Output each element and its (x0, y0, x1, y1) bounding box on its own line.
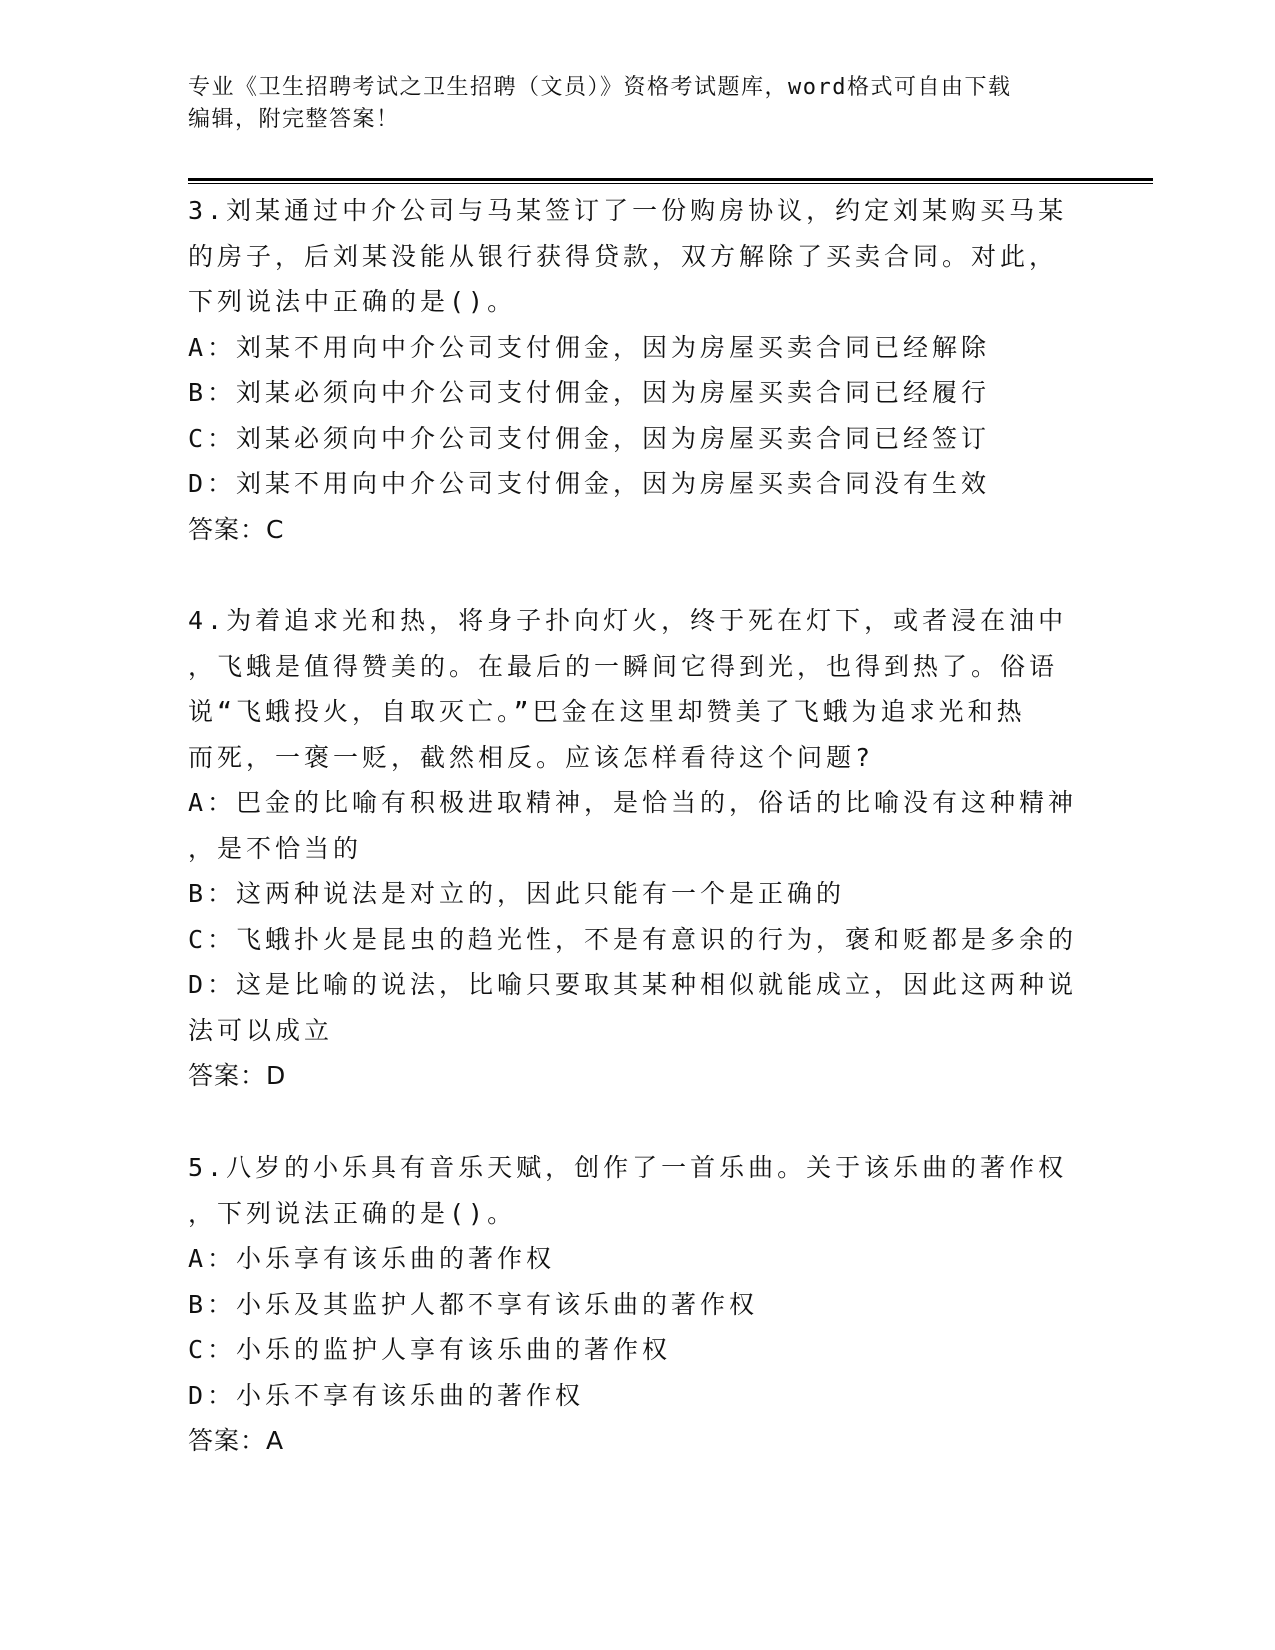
answer-label: 答案：C (188, 514, 285, 544)
option-b: B：小乐及其监护人都不享有该乐曲的著作权 (188, 1289, 759, 1319)
option-b: B：刘某必须向中介公司支付佣金，因为房屋买卖合同已经履行 (188, 378, 991, 407)
option-d (188, 962, 1088, 1053)
option-d: D：小乐不享有该乐曲的著作权 (188, 1380, 585, 1410)
answer-label: 答案：A (188, 1426, 285, 1455)
question-4 (188, 598, 1088, 1099)
question-line: 而死，一褒一贬，截然相反。应该怎样看待这个问题? (188, 742, 875, 772)
question-line: ，飞蛾是值得赞美的。在最后的一瞬间它得到光，也得到热了。俗语 (188, 651, 1059, 681)
question-line: 3.刘某通过中介公司与马某签订了一份购房协议，约定刘某购买马某 (188, 196, 1068, 225)
question-5 (188, 1145, 1088, 1464)
question-line: 说“飞蛾投火，自取灭亡。”巴金在这里却赞美了飞蛾为追求光和热 (188, 697, 1026, 726)
option-b: B：这两种说法是对立的，因此只能有一个是正确的 (188, 879, 846, 908)
header-line-2: 编辑，附完整答案！ (188, 107, 400, 132)
option-d: D：刘某不用向中介公司支付佣金，因为房屋买卖合同没有生效 (188, 469, 991, 498)
question-line: 下列说法中正确的是()。 (188, 287, 517, 316)
option-d-line-2: 法可以成立 (188, 1015, 334, 1045)
question-line: 的房子，后刘某没能从银行获得贷款，双方解除了买卖合同。对此， (188, 241, 1059, 271)
answer-label: 答案：D (188, 1061, 287, 1090)
question-3-stem (188, 188, 1088, 325)
header-divider-thin (188, 183, 1153, 184)
question-4-stem (188, 598, 1088, 780)
document-header (188, 72, 1088, 136)
option-a: A：刘某不用向中介公司支付佣金，因为房屋买卖合同已经解除 (188, 332, 991, 362)
option-c: C：飞蛾扑火是昆虫的趋光性，不是有意识的行为，褒和贬都是多余的 (188, 924, 1078, 954)
option-c: C：刘某必须向中介公司支付佣金，因为房屋买卖合同已经签订 (188, 423, 991, 453)
option-a: A：小乐享有该乐曲的著作权 (188, 1244, 556, 1273)
question-5-stem (188, 1145, 1088, 1236)
option-d-line-1: D：这是比喻的说法，比喻只要取其某种相似就能成立，因此这两种说 (188, 970, 1078, 999)
question-line: 4.为着追求光和热，将身子扑向灯火，终于死在灯下，或者浸在油中 (188, 606, 1068, 635)
header-line-1: 专业《卫生招聘考试之卫生招聘（文员）》资格考试题库，word格式可自由下载 (188, 75, 1012, 100)
option-a (188, 780, 1088, 871)
question-3 (188, 188, 1088, 552)
option-c: C：小乐的监护人享有该乐曲的著作权 (188, 1335, 672, 1364)
question-line: 5.八岁的小乐具有音乐天赋，创作了一首乐曲。关于该乐曲的著作权 (188, 1153, 1068, 1182)
option-a-line-2: ，是不恰当的 (188, 833, 363, 863)
option-a-line-1: A：巴金的比喻有积极进取精神，是恰当的，俗话的比喻没有这种精神 (188, 788, 1078, 817)
header-divider-thick (188, 178, 1153, 181)
question-line: ，下列说法正确的是()。 (188, 1198, 517, 1228)
